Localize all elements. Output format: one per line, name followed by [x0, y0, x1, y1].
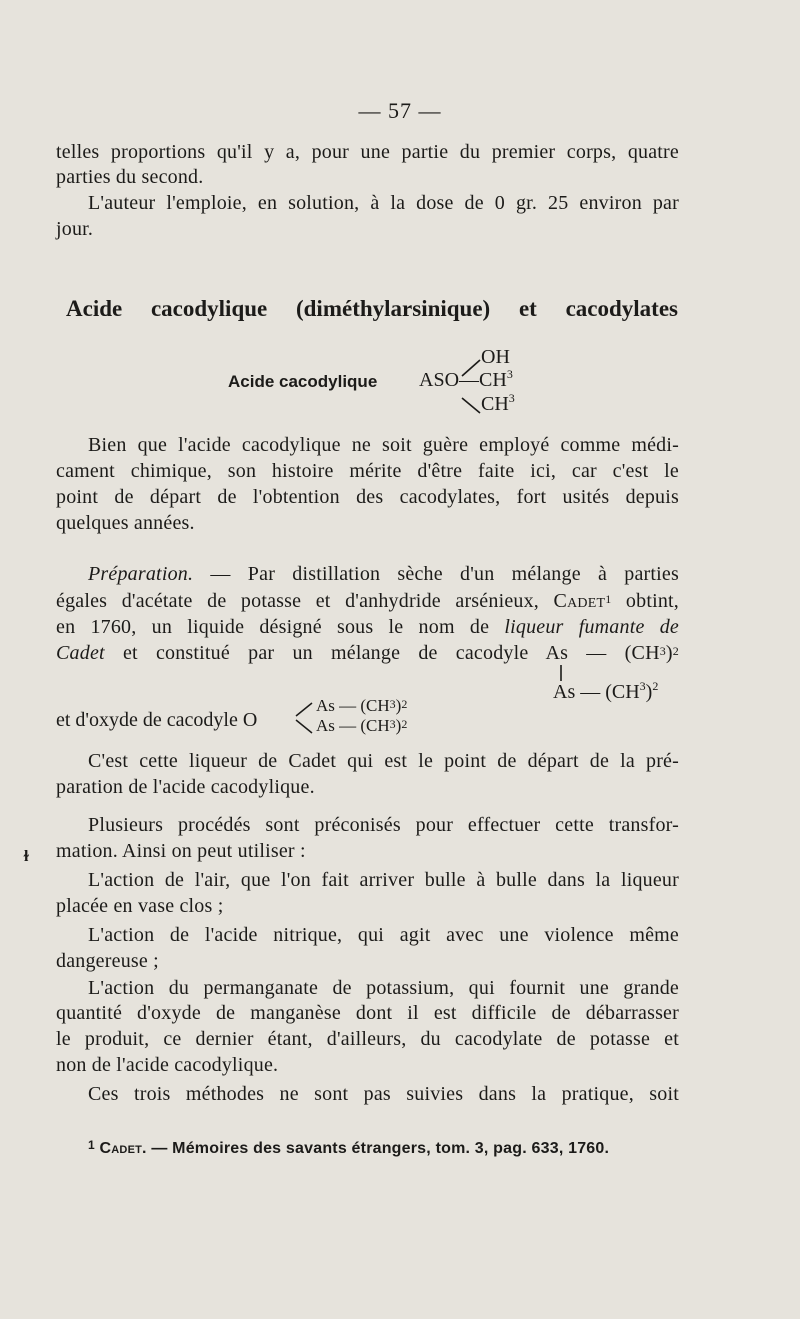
footnote-text: . — Mémoires des savants étrangers, tom. 3, pag. 633, 1760. [142, 1140, 610, 1157]
text-line: placée en vase clos ; [56, 895, 224, 917]
formula-label: Acide cacodylique [228, 372, 378, 391]
text-line: Bien que l'acide cacodylique ne soit guère employé comme médi- [88, 434, 679, 456]
text-span: ) [395, 696, 402, 715]
oxyde-top-row [316, 697, 407, 715]
margin-mark: ɫ [24, 848, 29, 865]
text-line: paration de l'acide cacodylique. [56, 776, 315, 798]
formula-superscript: 3 [506, 367, 513, 381]
text-line: dangereuse ; [56, 950, 159, 972]
text-line: C'est cette liqueur de Cadet qui est le point de départ de la pré- [88, 750, 679, 772]
text-span: ) [395, 716, 402, 735]
text-span: égales d'acétate de potasse et d'anhydride arsénieux, [56, 590, 554, 612]
text-line: mation. Ainsi on peut utiliser : [56, 840, 306, 862]
author-cadet: Cadet [553, 590, 606, 612]
text-line: Ces trois méthodes ne sont pas suivies dans la pratique, soit [88, 1083, 679, 1105]
superscript: 2 [401, 697, 408, 711]
superscript: 2 [652, 679, 659, 693]
text-span: obtint, [611, 590, 679, 612]
text-line: telles proportions qu'il y a, pour une partie du premier corps, quatre [56, 141, 679, 163]
text-line: quelques années. [56, 512, 195, 534]
formula-ch3-middle: CH [479, 369, 507, 391]
text-line: cament chimique, son histoire mérite d'être faite ici, car c'est le [56, 460, 679, 482]
cacodyle-as-row [553, 681, 658, 704]
text-span: As — (CH [316, 696, 390, 715]
text-line [88, 562, 679, 586]
formula-superscript: 3 [508, 391, 515, 405]
formula-dash: — [459, 369, 480, 391]
formula-ch3-text: CH [481, 393, 509, 415]
text-span: As — (CH [553, 681, 640, 703]
text-line: L'auteur l'emploie, en solution, à la dose de 0 gr. 25 environ par [88, 192, 679, 214]
text-line: L'action du permanganate de potassium, qui fournit une grande [88, 977, 679, 999]
text-line [56, 589, 679, 613]
oxyde-bottom-row [316, 717, 407, 735]
superscript: 2 [401, 717, 408, 731]
text-line: Plusieurs procédés sont préconisés pour effectuer cette transfor- [88, 814, 679, 836]
footnote-marker: 1 [88, 1138, 95, 1152]
formula-ch3-bottom [481, 393, 515, 416]
text-line: le produit, ce dernier étant, d'ailleurs, du cacodylate de potasse et [56, 1028, 679, 1050]
text-line [56, 641, 679, 665]
italic-preparation: Préparation. [88, 563, 194, 585]
superscript: 3 [659, 644, 666, 658]
footnote-ref: 1 [605, 592, 612, 606]
cacodyle-bond [558, 663, 564, 683]
formula-aso-text: ASO [419, 369, 460, 391]
text-span: ) [665, 642, 673, 664]
text-line: point de départ de l'obtention des cacodylates, fort usités depuis [56, 486, 679, 508]
text-line [56, 615, 679, 639]
italic-cadet: Cadet [56, 642, 105, 664]
text-line: non de l'acide cacodylique. [56, 1054, 279, 1076]
footnote [88, 1140, 609, 1158]
superscript: 3 [389, 697, 396, 711]
superscript: 2 [672, 644, 679, 658]
superscript: 3 [389, 717, 396, 731]
superscript: 3 [639, 679, 646, 693]
text-line: L'action de l'air, que l'on fait arriver bulle à bulle dans la liqueur [88, 869, 679, 891]
section-heading: Acide cacodylique (diméthylarsinique) et cacodylates [66, 296, 678, 321]
formula-bond-lines [458, 356, 484, 416]
footnote-author: Cadet [99, 1140, 143, 1157]
text-line: L'action de l'acide nitrique, qui agit avec une violence même [88, 924, 679, 946]
formula-oh: OH [481, 346, 510, 368]
text-span: en 1760, un liquide désigné sous le nom de [56, 616, 505, 638]
oxyde-bond-lines [294, 700, 316, 736]
text-span: et constitué par un mélange de cacodyle As — (CH [104, 642, 660, 664]
text-span: As — (CH [316, 716, 390, 735]
italic-liqueur: liqueur fumante de [504, 616, 679, 638]
text-span: ) [645, 681, 653, 703]
text-line: parties du second. [56, 166, 204, 188]
text-line: quantité d'oxyde de manganèse dont il est difficile de débarrasser [56, 1002, 679, 1024]
text-span: — Par distillation sèche d'un mélange à parties [193, 563, 679, 585]
page-number: — 57 — [358, 98, 442, 123]
oxyde-label: et d'oxyde de cacodyle O [56, 709, 258, 731]
text-line: jour. [56, 218, 94, 240]
